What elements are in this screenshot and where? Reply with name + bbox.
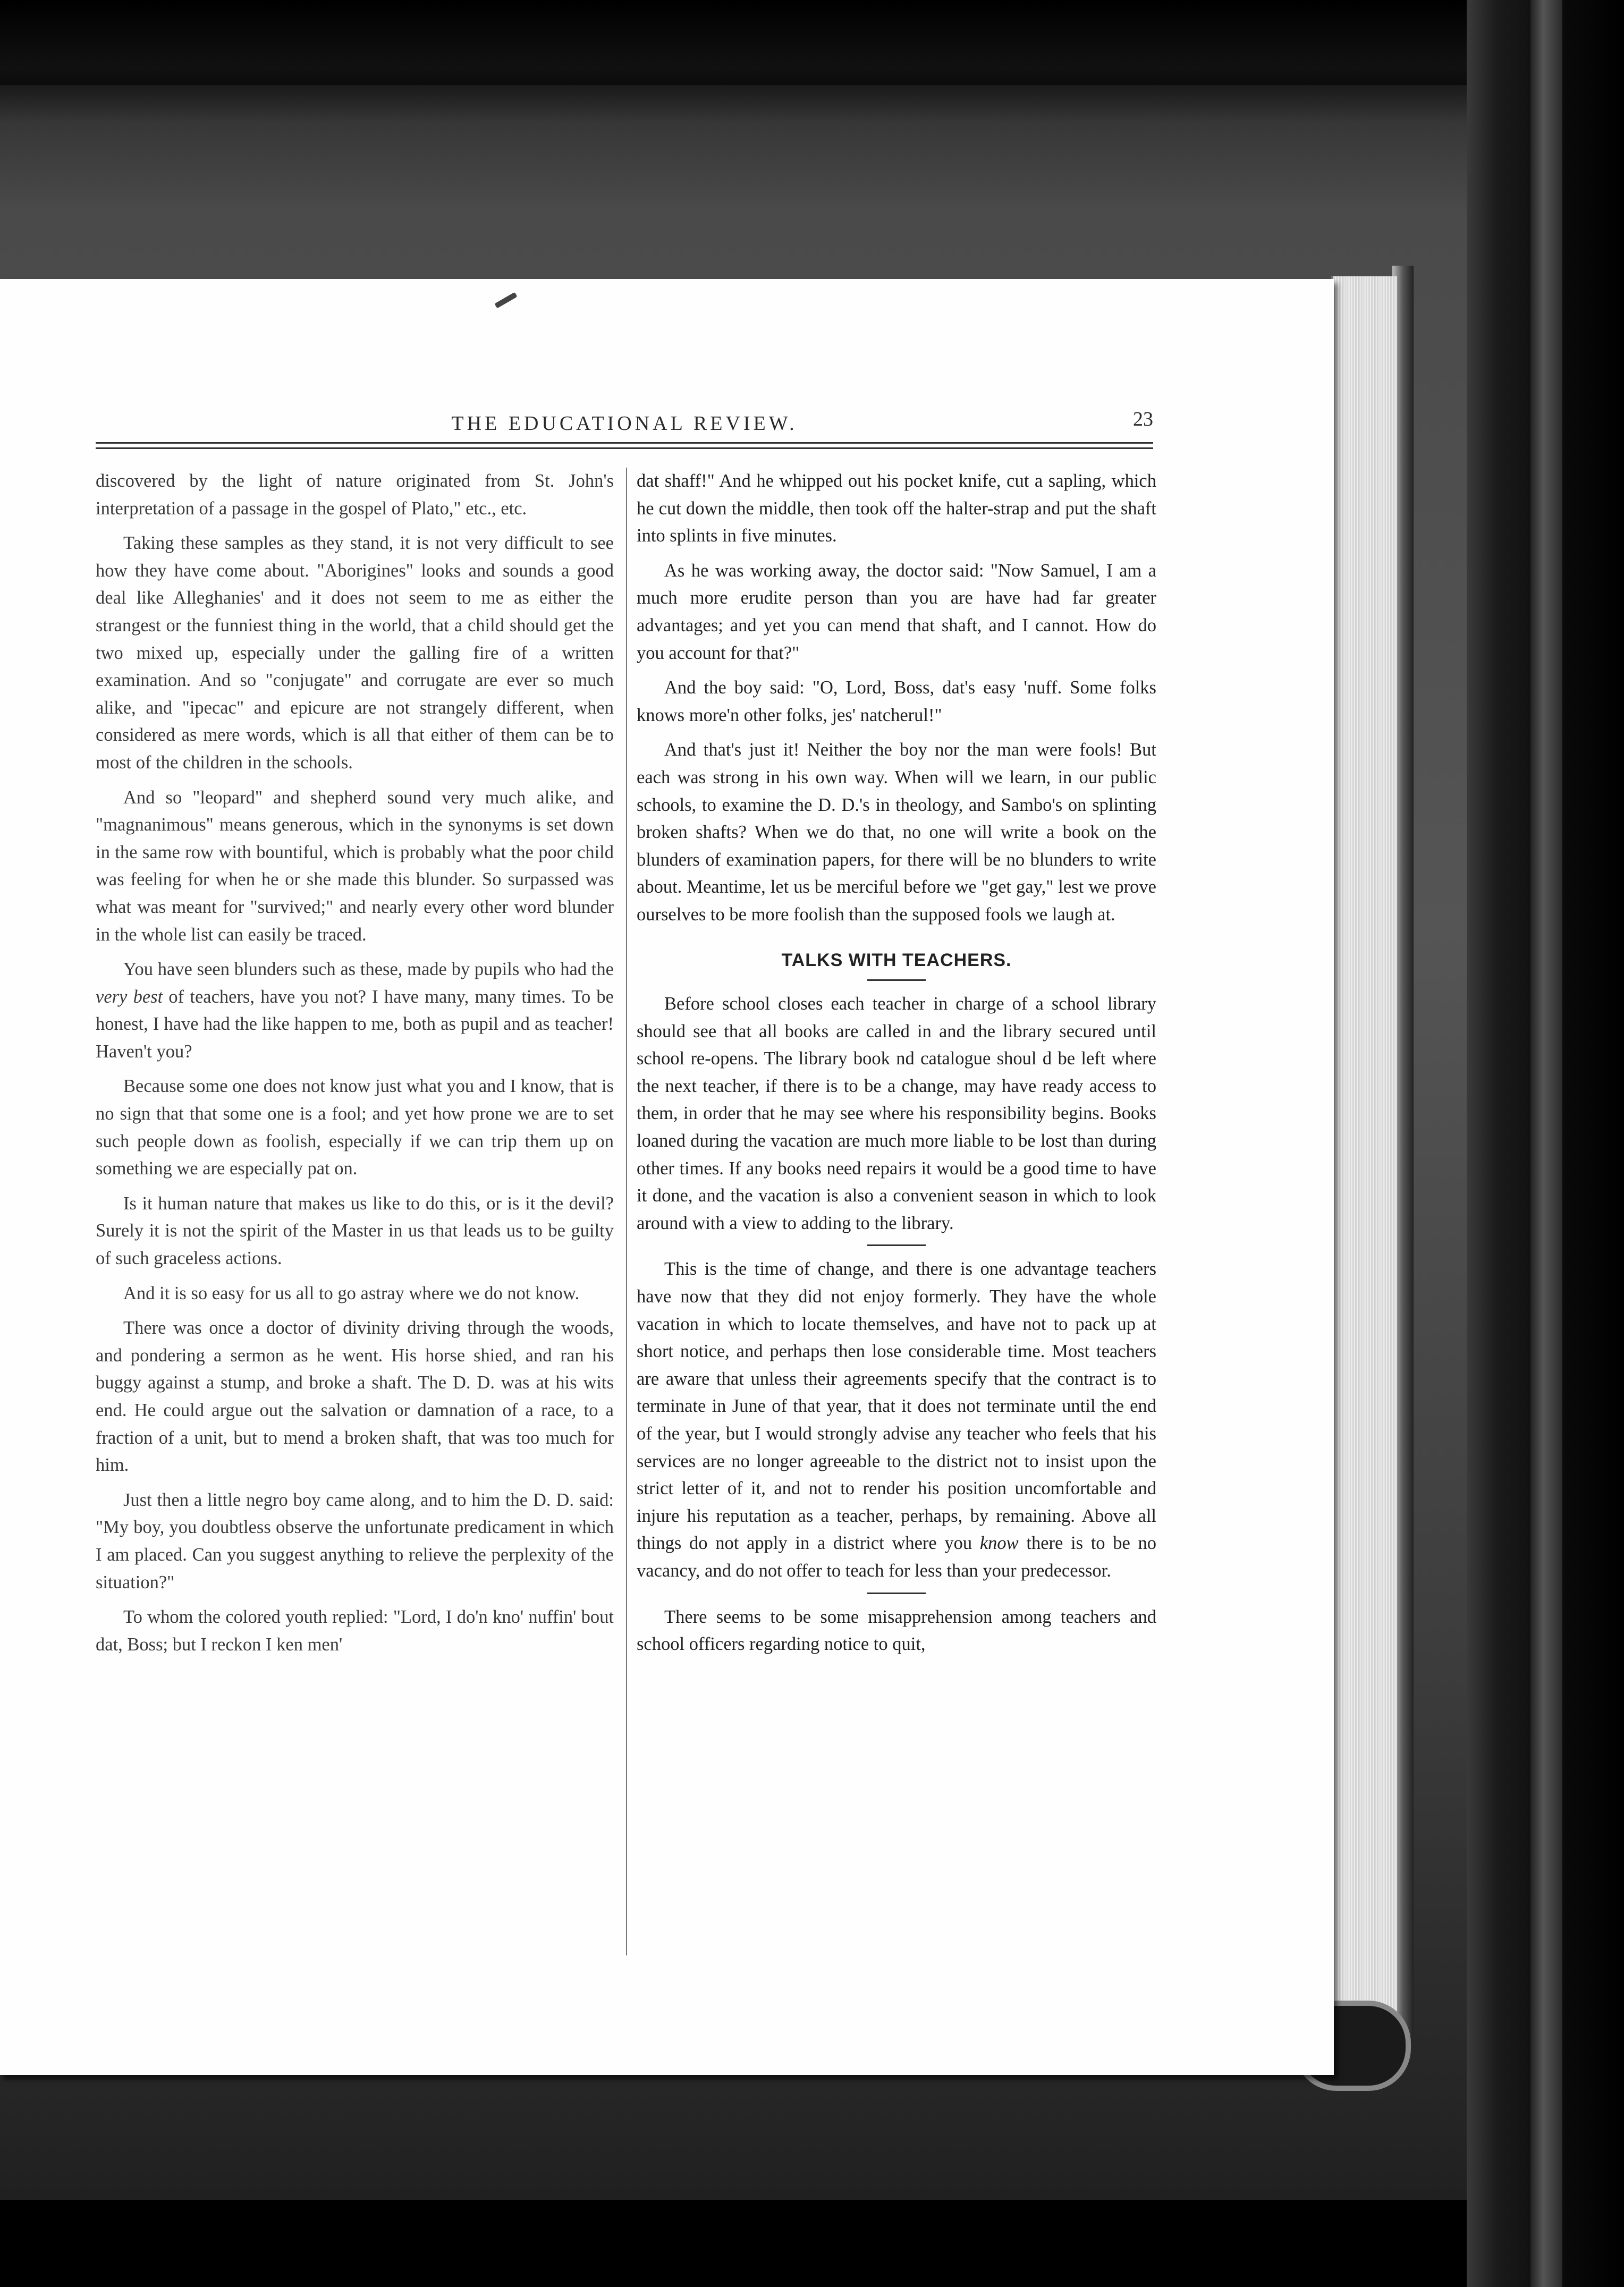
paragraph: And so "leopard" and shepherd sound very much alike, and "magnanimous" means generous, which in the synonyms is set down in the same row with bountiful, which is probably what the poor child was feeling for when he or she made this blunder. So surpassed was what was meant for "survived;" and nearly every other word blunder in the whole list can easily be traced.: [96, 787, 614, 945]
italic-text: very best: [96, 986, 163, 1007]
top-shadow: [0, 0, 1624, 122]
paragraph: [96, 956, 614, 1065]
section-rule: [867, 1593, 926, 1594]
paragraph: To whom the colored youth replied: "Lord, I do'n kno' nuffin' bout dat, Boss; but I reckon I ken men': [96, 1607, 614, 1655]
header-rule-top: [96, 442, 1153, 444]
paragraph: And the boy said: "O, Lord, Boss, dat's easy 'nuff. Some folks knows more'n other folks, jes' natcherul!": [637, 677, 1156, 725]
text-run: This is the time of change, and there is one advantage teachers have now that they did not enjoy formerly. They have the whole vacation in which to locate themselves, and have not to pack up at short notice, and perhaps then lose considerable time. Most teachers are aware that unless their agreements specify that the contract is to terminate in June of that year, that it does not terminate until the end of the year, but I would strongly advise any teacher who feels that his services are no longer agreeable to the district not to insist upon the strict letter of it, and not to render his position uncomfortable and injure his reputation as a teacher, perhaps, by remaining. Above all things do not apply in a district where you: [637, 1259, 1156, 1554]
frame-edge-strip: [1530, 0, 1562, 2287]
paragraph: And it is so easy for us all to go astray where we do not know.: [123, 1283, 580, 1303]
paragraph: discovered by the light of nature originated from St. John's interpretation of a passage in the gospel of Plato," etc., etc.: [96, 471, 614, 519]
left-column: [96, 468, 614, 1666]
paragraph: As he was working away, the doctor said: "Now Samuel, I am a much more erudite person than you are have had far greater advantages; and yet you can mend that shaft, and I cannot. How do you account for that?": [637, 560, 1156, 663]
book-page-edges: [1331, 276, 1397, 2040]
paragraph: Just then a little negro boy came along, and to him the D. D. said: "My boy, you doubtless observe the unfortunate predicament in which I am placed. Can you suggest anything to relieve the perplexity of the situation?": [96, 1489, 614, 1593]
paragraph: Because some one does not know just what you and I know, that is no sign that that some one is a fool; and yet how prone we are to set such people down as foolish, especially if we can trip them up on something we are especially pat on.: [96, 1076, 614, 1179]
paragraph: Taking these samples as they stand, it is not very difficult to see how they have come about. "Aborigines" looks and sounds a good deal like Alleghanies' and it does not seem to me as either the strangest or the funniest thing in the world, that a child should get the two mixed up, especially under the galling fire of a written examination. And so "conjugate" and corrugate are ever so much alike, and "ipecac" and epicure are not strangely different, when considered as mere words, which is all that either of them can be to most of the children in the schools.: [96, 533, 614, 773]
column-divider: [626, 468, 627, 1955]
running-title: THE EDUCATIONAL REVIEW.: [451, 412, 798, 435]
paragraph: There was once a doctor of divinity driving through the woods, and pondering a sermon as he went. His horse shied, and ran his buggy against a stump, and broke a shaft. The D. D. was at his wits end. He could argue out the salvation or damnation of a race, to a fraction of a unit, but to mend a broken shaft, that was too much for him.: [96, 1318, 614, 1476]
text-run: You have seen blunders such as these, made by pupils who had the: [123, 959, 614, 980]
paragraph: Before school closes each teacher in charge of a school library should see that all books are called in and the library secured until school re-opens. The library book nd catalogue shoul d be left where the next teacher, if there is to be a change, may have ready access to them, in order that he may see where his responsibility begins. Books loaned during the vacation are much more liable to be lost than during other times. If any books need repairs it would be a good time to have it done, and the vacation is also a convenient season in which to look around with a view to adding to the library.: [637, 994, 1156, 1233]
paragraph: And that's just it! Neither the boy nor the man were fools! But each was strong in his own way. When will we learn, in our public schools, to examine the D. D.'s in theology, and Sambo's on splinting broken shafts? When we do that, no one will write a book on the blunders of examination papers, for there will be no blunders to write about. Meantime, let us be merciful before we "get gay," lest we prove ourselves to be more foolish than the supposed fools we laugh at.: [637, 740, 1156, 925]
paragraph: Is it human nature that makes us like to do this, or is it the devil? Surely it is not the spirit of the Master in us that leads us to be guilty of such graceless actions.: [96, 1193, 614, 1269]
text-run: there is to be no vacancy, and do not offer to teach for less than your predecessor.: [637, 1533, 1157, 1581]
paragraph: There seems to be some misapprehension among teachers and school officers regarding notice to quit,: [637, 1606, 1156, 1655]
italic-text: know: [979, 1533, 1019, 1554]
section-rule: [867, 1244, 926, 1246]
paragraph: [637, 1256, 1156, 1585]
paragraph: dat shaff!" And he whipped out his pocket knife, cut a sapling, which he cut down the middle, then took off the halter-strap and put the shaft into splints in five minutes.: [637, 471, 1156, 546]
page-header: [96, 408, 1153, 444]
section-rule: [867, 979, 926, 981]
right-column: [637, 468, 1156, 1666]
section-heading: TALKS WITH TEACHERS.: [781, 950, 1012, 970]
page-number: 23: [1133, 408, 1153, 430]
header-rule-bottom: [96, 447, 1153, 449]
text-run: of teachers, have you not? I have many, many times. To be honest, I have had the like happen to me, both as pupil and as teacher! Haven't you?: [96, 986, 614, 1062]
